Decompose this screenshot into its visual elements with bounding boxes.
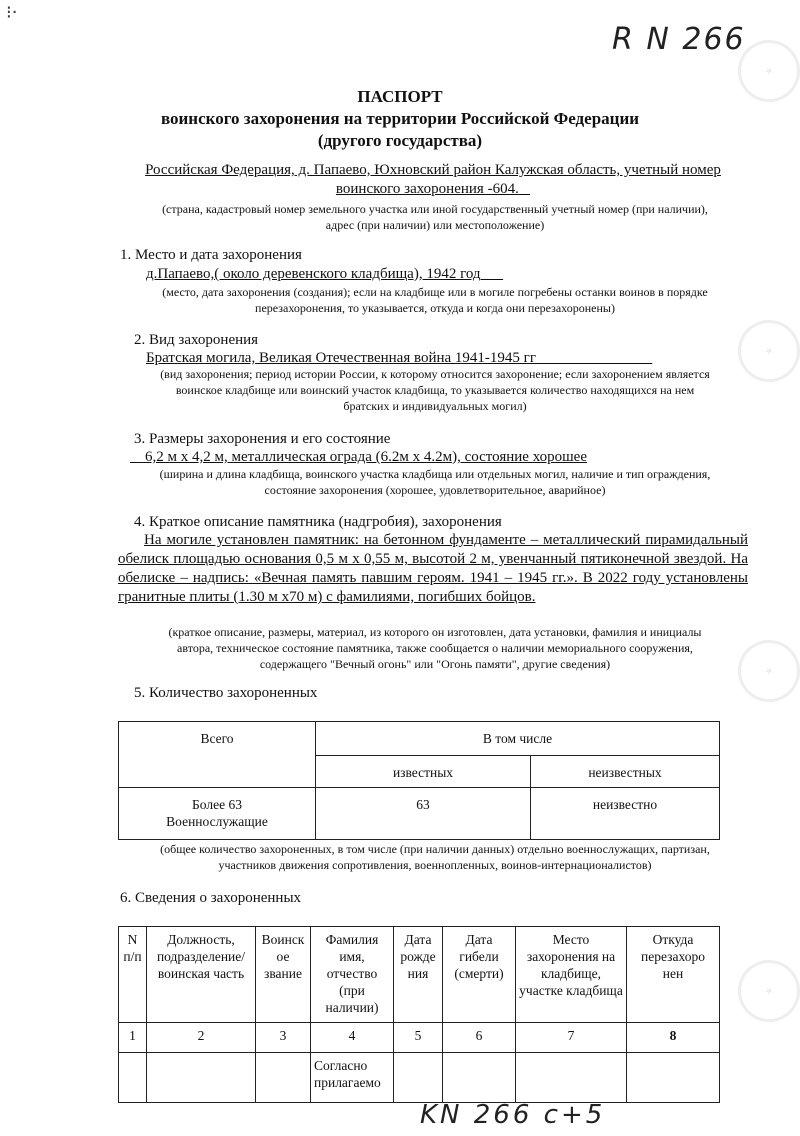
header-number: N п/п bbox=[119, 927, 147, 1023]
header-position: Должность, подразделение/ воинская часть bbox=[147, 927, 256, 1023]
table-cell bbox=[516, 1053, 627, 1103]
section-2-heading: 2. Вид захоронения bbox=[134, 332, 259, 348]
corner-mark: ⁝· bbox=[6, 2, 18, 23]
watermark-stamp: ★ bbox=[727, 29, 800, 114]
table-cell bbox=[394, 1053, 443, 1103]
handwritten-reference-bottom: KN 266 c+5 bbox=[420, 1100, 606, 1130]
header-rank: Воинск ое звание bbox=[256, 927, 311, 1023]
location-note bbox=[90, 201, 780, 233]
number-cell: 7 bbox=[516, 1023, 627, 1053]
col-including-header: В том числе bbox=[316, 722, 720, 756]
number-cell: 8 bbox=[627, 1023, 720, 1053]
number-cell: 4 bbox=[311, 1023, 394, 1053]
location-note-1: (страна, кадастровый номер земельного участка или иной государственный учетный номер (при наличии), bbox=[162, 202, 708, 216]
number-cell: 5 bbox=[394, 1023, 443, 1053]
unknown-cell: неизвестно bbox=[531, 788, 720, 840]
header-name: Фамилия имя, отчество (при наличии) bbox=[311, 927, 394, 1023]
header-burial-place: Место захоронения на кладбище, участке кладбища bbox=[516, 927, 627, 1023]
watermark-stamp: ★ bbox=[727, 949, 800, 1034]
known-cell: 63 bbox=[316, 788, 531, 840]
section-2-note: (вид захоронения; период истории России, к которому относится захоронение; если захоронением является воинское кладбище или воинский участок кладбища, то указывается количество находящихся на нем братских и индивидуальных могил) bbox=[160, 367, 710, 413]
watermark-stamp: ★ bbox=[727, 309, 800, 394]
table-cell-name: Согласно прилагаемо bbox=[311, 1053, 394, 1103]
location-line-2: воинского захоронения -604. bbox=[335, 181, 519, 197]
col-total-header: Всего bbox=[119, 722, 316, 788]
document-title bbox=[0, 86, 800, 152]
section-5-note: (общее количество захороненных, в том числе (при наличии данных) отдельно военнослужащих, партизан, участников движения сопротивления, военнопленных, воинов-интернационалистов) bbox=[160, 842, 710, 872]
section-2-value: Братская могила, Великая Отечественная война 1941-1945 гг bbox=[146, 350, 536, 366]
subtitle-line-2: (другого государства) bbox=[317, 131, 483, 150]
number-cell: 2 bbox=[147, 1023, 256, 1053]
title-text: ПАСПОРТ bbox=[357, 87, 443, 106]
number-cell: 1 bbox=[119, 1023, 147, 1053]
location-value bbox=[118, 161, 748, 199]
section-5-heading: 5. Количество захороненных bbox=[134, 685, 318, 701]
section-4-heading: 4. Краткое описание памятника (надгробия), захоронения bbox=[134, 514, 502, 530]
table-cell bbox=[119, 1053, 147, 1103]
header-death-date: Дата гибели (смерти) bbox=[443, 927, 516, 1023]
burial-count-table bbox=[118, 721, 720, 840]
table-cell bbox=[256, 1053, 311, 1103]
total-cell: Более 63 Военнослужащие bbox=[119, 788, 316, 840]
table-cell bbox=[147, 1053, 256, 1103]
table-cell bbox=[443, 1053, 516, 1103]
section-4-note: (краткое описание, размеры, материал, из которого он изготовлен, дата установки, фамилия и инициалы автора, техническое состояние памятника, также сообщается о наличии мемориального сооружения, содержащего "Вечный огонь" или "Огонь памяти", другие сведения) bbox=[168, 625, 702, 671]
watermark-stamp: ★ bbox=[727, 629, 800, 714]
section-1-value: д.Папаево,( около деревенского кладбища), 1942 год bbox=[146, 266, 481, 282]
number-cell: 6 bbox=[443, 1023, 516, 1053]
section-3-heading: 3. Размеры захоронения и его состояние bbox=[134, 431, 391, 447]
section-3-note: (ширина и длина кладбища, воинского участка кладбища или отдельных могил, наличие и тип ограждения, состояние захоронения (хорошее, удовлетворительное, аварийное) bbox=[159, 467, 711, 497]
number-cell: 3 bbox=[256, 1023, 311, 1053]
col-unknown-header: неизвестных bbox=[531, 756, 720, 788]
location-note-2: адрес (при наличии) или местоположение) bbox=[325, 218, 545, 232]
header-birth-date: Дата рожде ния bbox=[394, 927, 443, 1023]
section-4-value: На могиле установлен памятник: на бетонном фундаменте – металлический пирамидальный обелиск площадью основания 0,5 м х 0,55 м, высотой 2 м, увенчанный пятиконечной звездой. На обелиске – надпись: «Вечная память павшим героям. 1941 – 1945 гг.». В 2022 году установлены гранитные плиты (1.30 м х70 м) с фамилиями, погибших бойцов. bbox=[118, 532, 748, 605]
subtitle-line-1: воинского захоронения на территории Российской Федерации bbox=[160, 109, 640, 128]
section-1-heading: 1. Место и дата захоронения bbox=[120, 247, 302, 263]
handwritten-reference-top: R N 266 bbox=[612, 22, 746, 57]
section-6-heading: 6. Сведения о захороненных bbox=[120, 890, 302, 906]
section-3-value: 6,2 м х 4,2 м, металлическая ограда (6.2м х 4.2м), состояние хорошее bbox=[145, 449, 588, 465]
header-reburied-from: Откуда перезахоро нен bbox=[627, 927, 720, 1023]
section-1-note: (место, дата захоронения (создания); если на кладбище или в могиле погребены останки воинов в порядке перезахоронения, то указывается, откуда и когда они перезахоронены) bbox=[162, 285, 708, 315]
buried-persons-table bbox=[118, 926, 720, 1103]
table-cell bbox=[627, 1053, 720, 1103]
location-line-1: Российская Федерация, д. Папаево, Юхновский район Калужская область, учетный номер bbox=[145, 162, 721, 178]
col-known-header: известных bbox=[316, 756, 531, 788]
